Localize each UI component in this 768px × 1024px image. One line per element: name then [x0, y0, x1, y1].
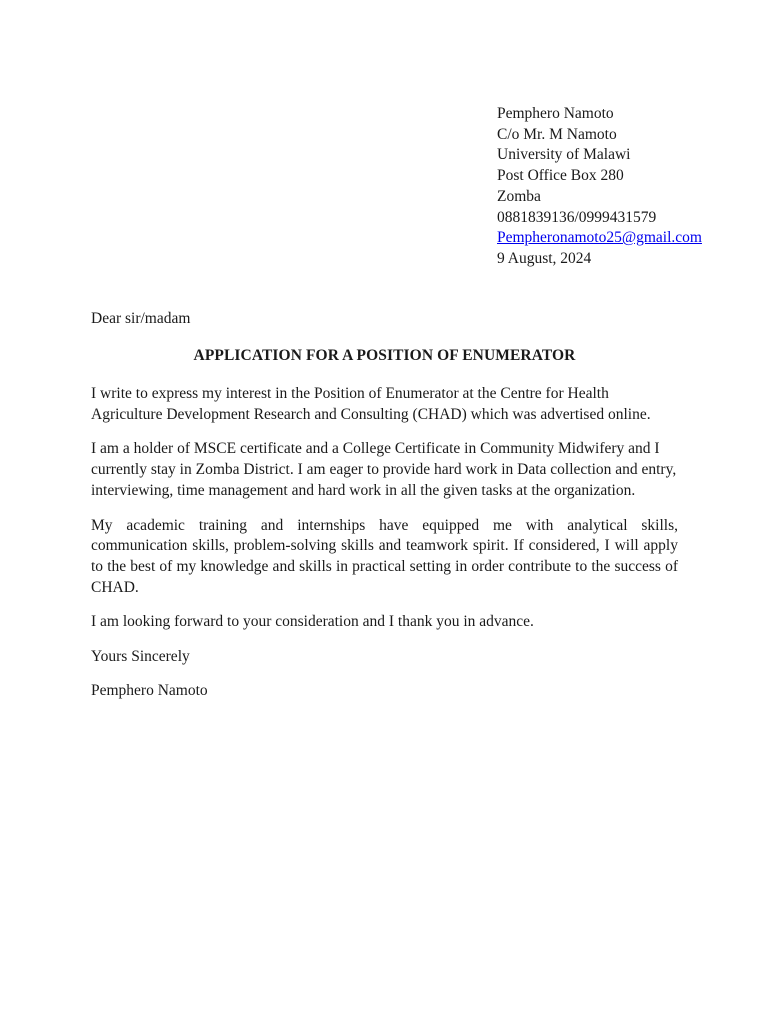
- paragraph-skills: My academic training and internships have equipped me with analytical skills, communication skills, problem-solving skills and teamwork spirit. If considered, I will apply to the best of my knowledge and skills in practical setting in order contribute to the success of CHAD.: [91, 516, 678, 596]
- paragraph-qualifications: I am a holder of MSCE certificate and a College Certificate in Community Midwifery and I currently stay in Zomba District. I am eager to provide hard work in Data collection and entry, interviewing, time management and hard work in all the given tasks at the organization.: [91, 440, 677, 499]
- paragraph-thanks: I am looking forward to your consideration and I thank you in advance.: [91, 613, 534, 631]
- sender-email-line: [497, 228, 702, 249]
- signature-name: Pemphero Namoto: [91, 681, 208, 699]
- paragraph-introduction: I write to express my interest in the Position of Enumerator at the Centre for Health Agriculture Development Research and Consulting (CHAD) which was advertised online.: [91, 385, 651, 423]
- sender-po-box: Post Office Box 280: [497, 167, 624, 185]
- sender-care-of: C/o Mr. M Namoto: [497, 125, 617, 143]
- sender-phone: 0881839136/0999431579: [497, 208, 657, 226]
- email-link[interactable]: Pempheronamoto25@gmail.com: [497, 229, 702, 247]
- letter-date: 9 August, 2024: [497, 249, 592, 267]
- salutation: Dear sir/madam: [91, 309, 191, 327]
- subject-heading: APPLICATION FOR A POSITION OF ENUMERATOR: [193, 347, 576, 365]
- sender-institution: University of Malawi: [497, 146, 631, 164]
- sender-city: Zomba: [497, 187, 541, 205]
- closing-phrase: Yours Sincerely: [91, 648, 190, 666]
- sender-name: Pemphero Namoto: [497, 105, 614, 122]
- sender-address-block: [497, 104, 702, 270]
